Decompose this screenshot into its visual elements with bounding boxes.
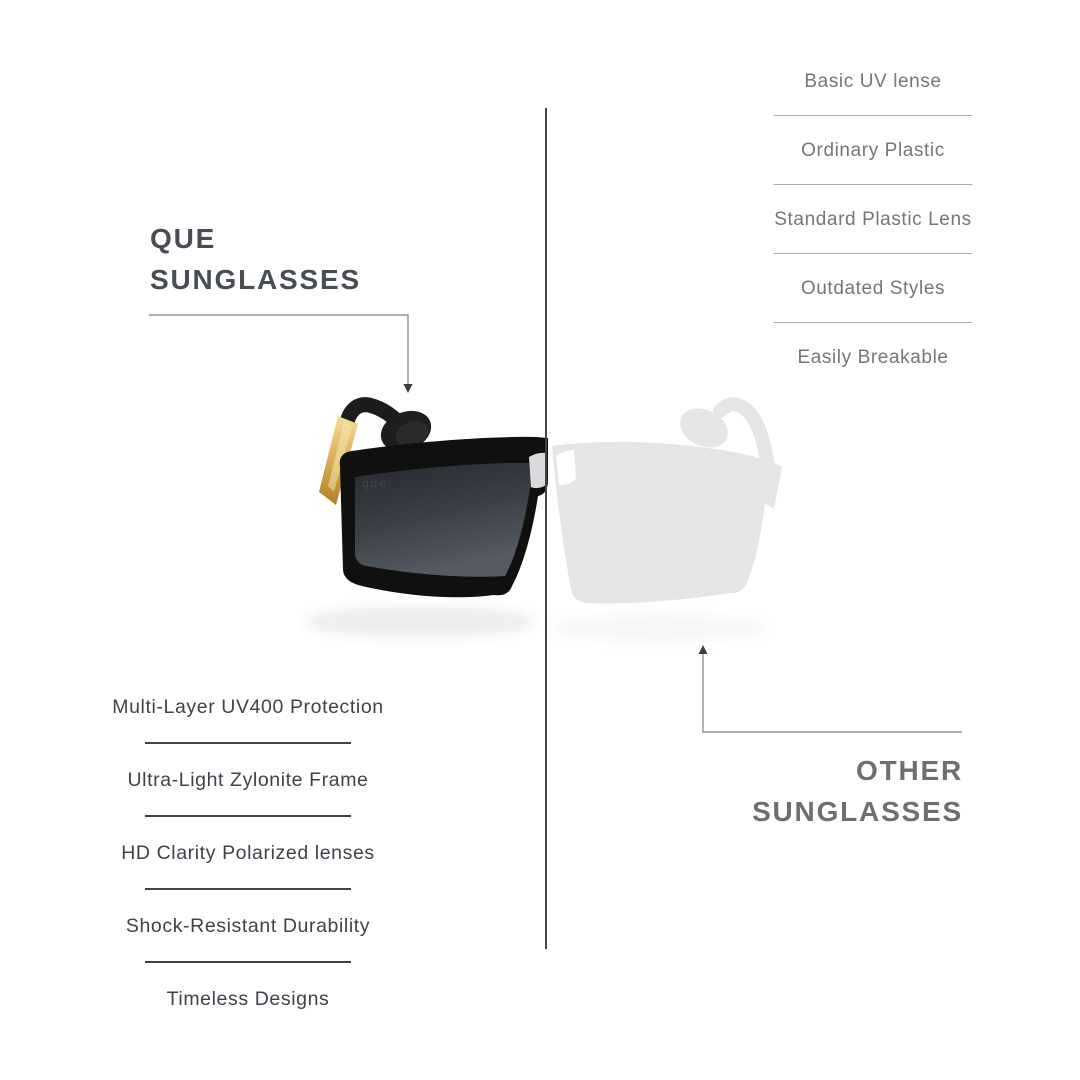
feature-text: Ultra-Light Zylonite Frame: [127, 769, 369, 791]
center-divider-line: [545, 108, 547, 949]
feature-row: [93, 671, 403, 744]
other-title-line2: SUNGLASSES: [752, 796, 963, 827]
feature-row: [93, 817, 403, 890]
que-sunglasses-product: [319, 404, 548, 598]
other-features-list: [743, 47, 1003, 392]
feature-text: Outdated Styles: [800, 277, 946, 299]
lens-watermark: que: [362, 476, 389, 490]
bridge-keyhole: [529, 453, 546, 488]
other-sunglasses-silhouette: [552, 401, 782, 603]
feature-row: [743, 47, 1003, 116]
feature-text: Timeless Designs: [166, 988, 330, 1010]
que-title-line1: QUE: [150, 223, 217, 254]
sunglasses-image: [300, 380, 800, 660]
que-title-line2: SUNGLASSES: [150, 264, 361, 295]
feature-text: Ordinary Plastic: [801, 139, 945, 161]
feature-text: Basic UV lense: [804, 70, 942, 92]
feature-row: [93, 744, 403, 817]
other-title-line1: OTHER: [856, 755, 963, 786]
other-title: [660, 750, 963, 832]
feature-row: [93, 963, 403, 1036]
feature-row: [743, 254, 1003, 323]
feature-text: HD Clarity Polarized lenses: [121, 842, 375, 864]
que-title: [150, 218, 361, 300]
feature-text: Shock-Resistant Durability: [125, 915, 371, 937]
que-features-list: [93, 671, 403, 1036]
feature-row: [743, 116, 1003, 185]
feature-text: Easily Breakable: [797, 346, 949, 368]
sunglasses-shadow: [305, 606, 770, 642]
feature-row: [93, 890, 403, 963]
feature-text: Standard Plastic Lens: [774, 208, 972, 230]
feature-text: Multi-Layer UV400 Protection: [112, 696, 384, 718]
feature-row: [743, 185, 1003, 254]
